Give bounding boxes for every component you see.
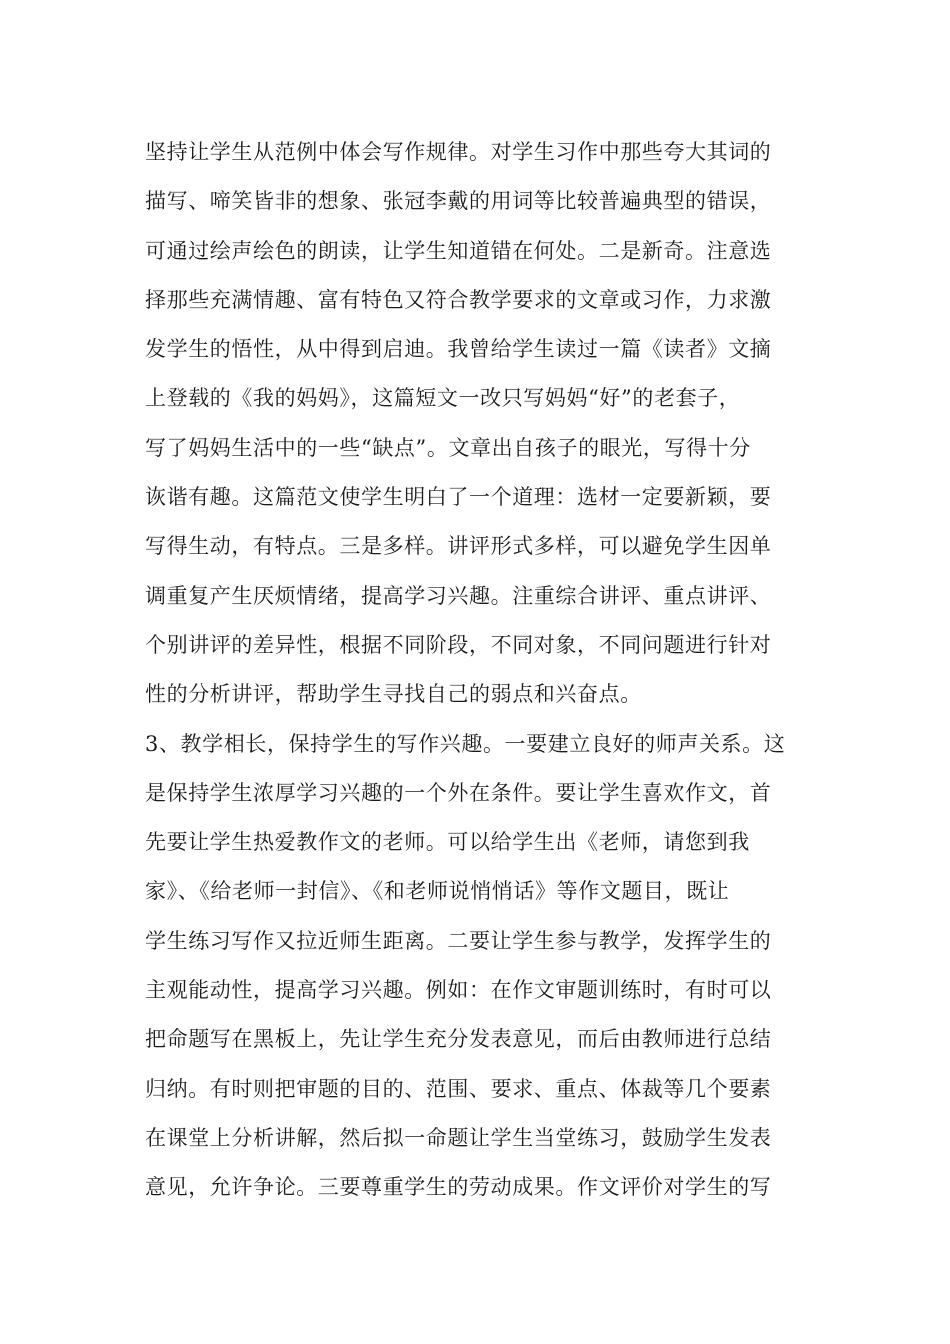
- text-line: 归纳。有时则把审题的目的、范围、要求、重点、体裁等几个要素: [145, 1076, 772, 1101]
- body-text: [145, 128, 825, 1213]
- text-line: 发学生的悟性，从中得到启迪。我曾给学生读过一篇《读者》文摘: [145, 337, 772, 362]
- text-line: 上登载的《我的妈妈》，这篇短文一改只写妈妈“好”的老套子，: [145, 386, 741, 411]
- text-line: 诙谐有趣。这篇范文使学生明白了一个道理：选材一定要新颖，要: [145, 485, 772, 510]
- text-line: 主观能动性，提高学习兴趣。例如：在作文审题训练时，有时可以: [145, 978, 772, 1003]
- text-line: 个别讲评的差异性，根据不同阶段，不同对象，不同问题进行针对: [145, 632, 772, 657]
- text-line: 性的分析讲评，帮助学生寻找自己的弱点和兴奋点。: [145, 682, 642, 707]
- text-line: 择那些充满情趣、富有特色又符合教学要求的文章或习作，力求激: [145, 287, 772, 312]
- text-line: 先要让学生热爱教作文的老师。可以给学生出《老师，请您到我: [145, 830, 750, 855]
- text-line: 3、教学相长，保持学生的写作兴趣。一要建立良好的师声关系。这: [145, 731, 786, 756]
- text-line: 把命题写在黑板上，先让学生充分发表意见，而后由教师进行总结: [145, 1027, 772, 1052]
- text-line: 在课堂上分析讲解，然后拟一命题让学生当堂练习，鼓励学生发表: [145, 1125, 772, 1150]
- text-line: 可通过绘声绘色的朗读，让学生知道错在何处。二是新奇。注意选: [145, 238, 772, 263]
- text-line: 意见，允许争论。三要尊重学生的劳动成果。作文评价对学生的写: [145, 1175, 772, 1200]
- text-line: 是保持学生浓厚学习兴趣的一个外在条件。要让学生喜欢作文，首: [145, 780, 772, 805]
- text-line: 学生练习写作又拉近师生距离。二要让学生参与教学，发挥学生的: [145, 928, 772, 953]
- text-line: 描写、啼笑皆非的想象、张冠李戴的用词等比较普遍典型的错误，: [145, 189, 772, 214]
- text-line: 调重复产生厌烦情绪，提高学习兴趣。注重综合讲评、重点讲评、: [145, 583, 772, 608]
- text-line: 坚持让学生从范例中体会写作规律。对学生习作中那些夸大其词的: [145, 140, 772, 164]
- text-line: 家》、《给老师一封信》、《和老师说悄悄话》等作文题目，既让: [145, 879, 730, 904]
- text-line: 写得生动，有特点。三是多样。讲评形式多样，可以避免学生因单: [145, 534, 772, 559]
- text-line: 写了妈妈生活中的一些“缺点”。文章出自孩子的眼光，写得十分: [145, 435, 751, 460]
